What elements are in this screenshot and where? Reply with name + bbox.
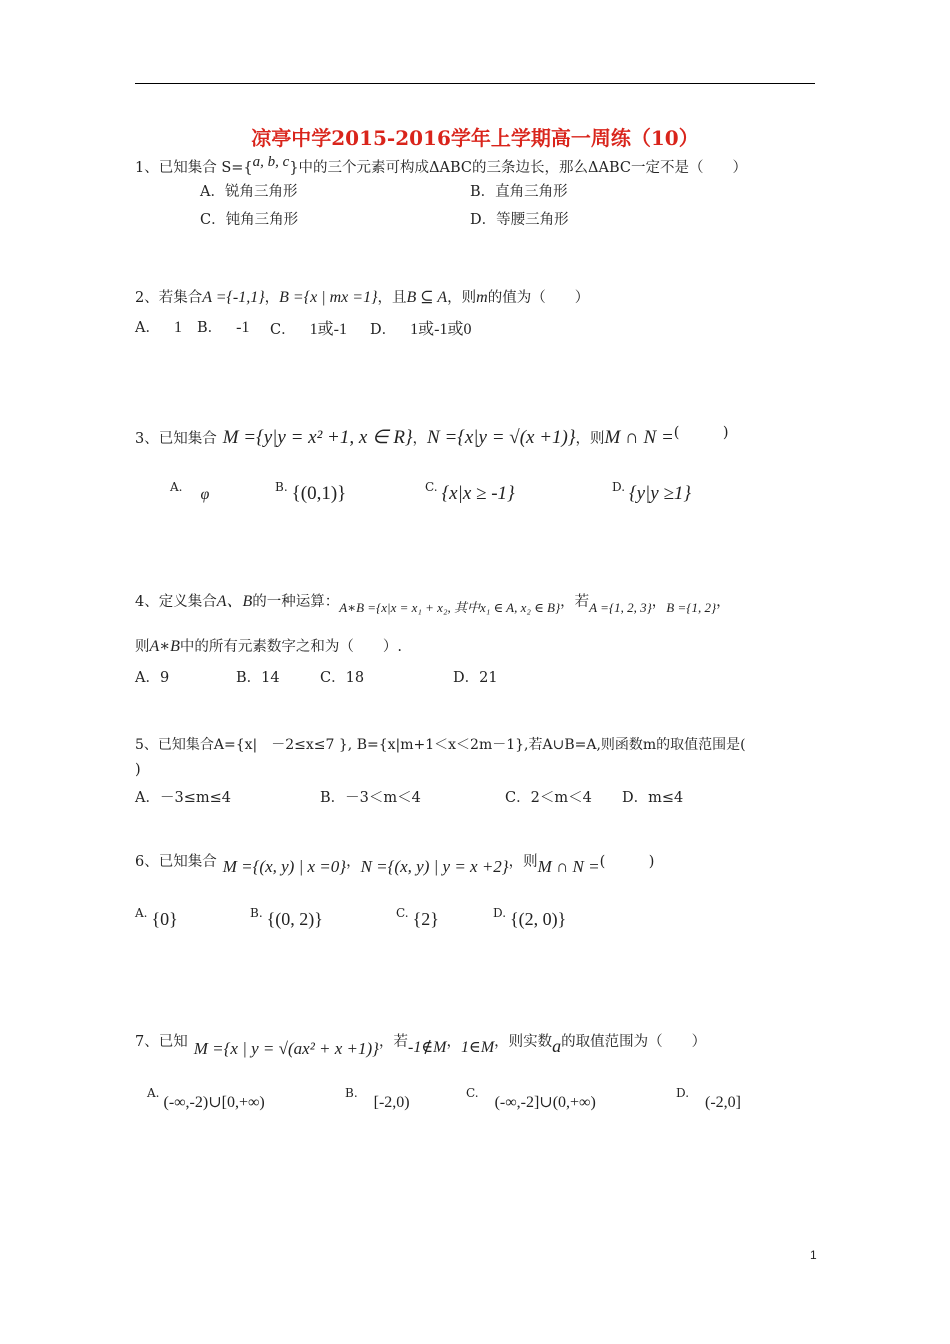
q6-option-a: $^{A.}$ {0}: [135, 906, 178, 929]
header-rule: [135, 83, 815, 84]
q3-set-n: N ={x|y = √(x +1)}: [427, 427, 576, 448]
q7-option-d: $^{D.}$(-2,0]: [676, 1086, 741, 1111]
q3-sep: ，: [412, 431, 428, 447]
q3-option-b: $^{B.}$ {(0,1)}: [275, 480, 347, 504]
question-3: [135, 423, 729, 449]
q4-line2-a: 则: [135, 639, 150, 655]
q1-text-b: }中的三个元素可构成: [289, 160, 430, 176]
q7-text-d: 的取值范围为（ ）: [561, 1034, 707, 1050]
q1-set: a, b, c: [252, 154, 290, 170]
q1-text-d: 一定不是（ ）: [631, 160, 747, 176]
q4-text-c: ，若: [560, 594, 590, 610]
q1-triangle-1: ΔABC: [429, 160, 473, 176]
question-2: [135, 288, 589, 308]
q2-relation: B ⊆ A: [406, 289, 448, 306]
q3-option-c: $^{C.}$ {x|x ≥ -1}: [425, 480, 515, 504]
q2-text-a: 2、若集合: [135, 290, 203, 306]
q4-set-a: A ={1, 2, 3}: [589, 600, 652, 615]
q2-option-d: D． 1或-1或0: [370, 321, 472, 338]
q3-text-c: ( ): [673, 425, 729, 441]
q6-set-m: M ={(x, y) | x =0}: [222, 857, 347, 876]
q1-option-d: D．等腰三角形: [470, 212, 569, 228]
q3-text-a: 3、已知集合: [135, 431, 217, 447]
q7-option-c: $^{C.}$(-∞,-2]∪(0,+∞): [466, 1086, 596, 1111]
q1-option-b: B．直角三角形: [470, 184, 568, 200]
q6-expression: M ∩ N =: [537, 857, 600, 876]
q5-option-a: A．－3≤m≤4: [135, 790, 231, 806]
page-number: 1: [810, 1248, 817, 1262]
q6-text-b: ，则: [508, 854, 538, 870]
q4-text-a: 4、定义集合: [135, 594, 217, 610]
q7-set-m: M ={x | y = √(ax² + x +1)}: [193, 1039, 379, 1058]
q4-sep: ，: [651, 594, 667, 610]
q6-option-d: $^{D.}$ {(2, 0)}: [493, 906, 567, 929]
q4-tail: ，: [716, 594, 731, 610]
question-5-line-2: ): [135, 762, 141, 778]
q2-text-c: ，则: [447, 290, 477, 306]
q7-option-a: $^{A.}$(-∞,-2)∪[0,+∞): [147, 1086, 265, 1111]
question-1: [135, 152, 747, 178]
q3-set-m: M ={y|y = x² +1, x ∈ R}: [222, 427, 413, 448]
q4-option-d: D．21: [453, 670, 498, 686]
q7-condition-1: -1∉M: [407, 1039, 447, 1056]
q5-option-d: D．m≤4: [622, 790, 684, 806]
q4-line2-b: 中的所有元素数字之和为（ ）.: [179, 639, 403, 655]
q5-option-b: B．－3＜m＜4: [320, 790, 421, 806]
q3-text-b: ，则: [575, 431, 605, 447]
q2-option-a: A． 1: [135, 319, 182, 336]
q2-text-b: ，且: [377, 290, 407, 306]
q4-set-b: B ={1, 2}: [666, 600, 717, 615]
q2-sep: ，: [264, 290, 280, 306]
q4-operation: A∗B ={x|x = x₁ + x₂, 其中x₁ ∈ A, x₂ ∈ B}: [339, 600, 561, 615]
q1-option-c: C．钝角三角形: [200, 212, 299, 228]
q6-set-n: N ={(x, y) | y = x +2}: [360, 857, 509, 876]
q4-option-c: C．18: [320, 670, 365, 686]
q3-expression: M ∩ N =: [604, 427, 674, 448]
q7-condition-2: 1∈M: [460, 1039, 495, 1056]
q7-sep: ，: [446, 1034, 461, 1050]
q6-option-b: $^{B.}$ {(0, 2)}: [250, 906, 323, 929]
q5-option-c: C．2＜m＜4: [505, 790, 592, 806]
q4-text-b: 的一种运算：: [252, 594, 340, 610]
q3-option-a: $^{A.}$ φ: [170, 480, 210, 503]
q1-option-a: A．锐角三角形: [200, 184, 298, 200]
q4-option-a: A．9: [135, 670, 170, 686]
q2-option-c: C． 1或-1: [270, 321, 347, 338]
question-4-line-2: [135, 637, 402, 657]
q7-text-c: ，则实数: [494, 1034, 553, 1050]
q2-set-a: A ={-1,1}: [202, 289, 265, 306]
page-title: 凉亭中学2015-2016学年上学期高一周练（10）: [251, 126, 699, 150]
question-4: [135, 592, 731, 618]
q2-variable: m: [476, 289, 488, 306]
question-6: [135, 852, 654, 877]
question-5: 5、已知集合A={x| －2≤x≤7 }, B={x|m+1＜x＜2m－1},若A∪B=A,则函数m的取值范围是(: [135, 737, 746, 753]
q6-sep: ，: [346, 854, 361, 870]
q3-option-d: $^{D.}$ {y|y ≥1}: [612, 480, 691, 504]
q1-triangle-2: ΔABC: [588, 160, 631, 176]
q2-text-d: 的值为（ ）: [487, 290, 590, 306]
q6-option-c: $^{C.}$ {2}: [396, 906, 439, 929]
question-7: [135, 1032, 706, 1059]
q6-text-c: ( ): [599, 854, 655, 870]
q2-set-b: B ={x | mx =1}: [279, 289, 378, 306]
q1-text-a: 1、已知集合 S={: [135, 160, 253, 176]
q7-option-b: $^{B.}$[-2,0): [345, 1086, 410, 1111]
q7-text-b: ，若: [378, 1034, 408, 1050]
q4-sets: A、B: [216, 593, 253, 610]
q7-variable: a: [552, 1036, 562, 1056]
q1-text-c: 的三条边长，那么: [472, 160, 589, 176]
q4-line2-expression: A∗B: [149, 638, 180, 655]
q2-option-b: B． -1: [197, 319, 250, 336]
q4-option-b: B．14: [236, 670, 280, 686]
q6-text-a: 6、已知集合: [135, 854, 217, 870]
q7-text-a: 7、已知: [135, 1034, 188, 1050]
